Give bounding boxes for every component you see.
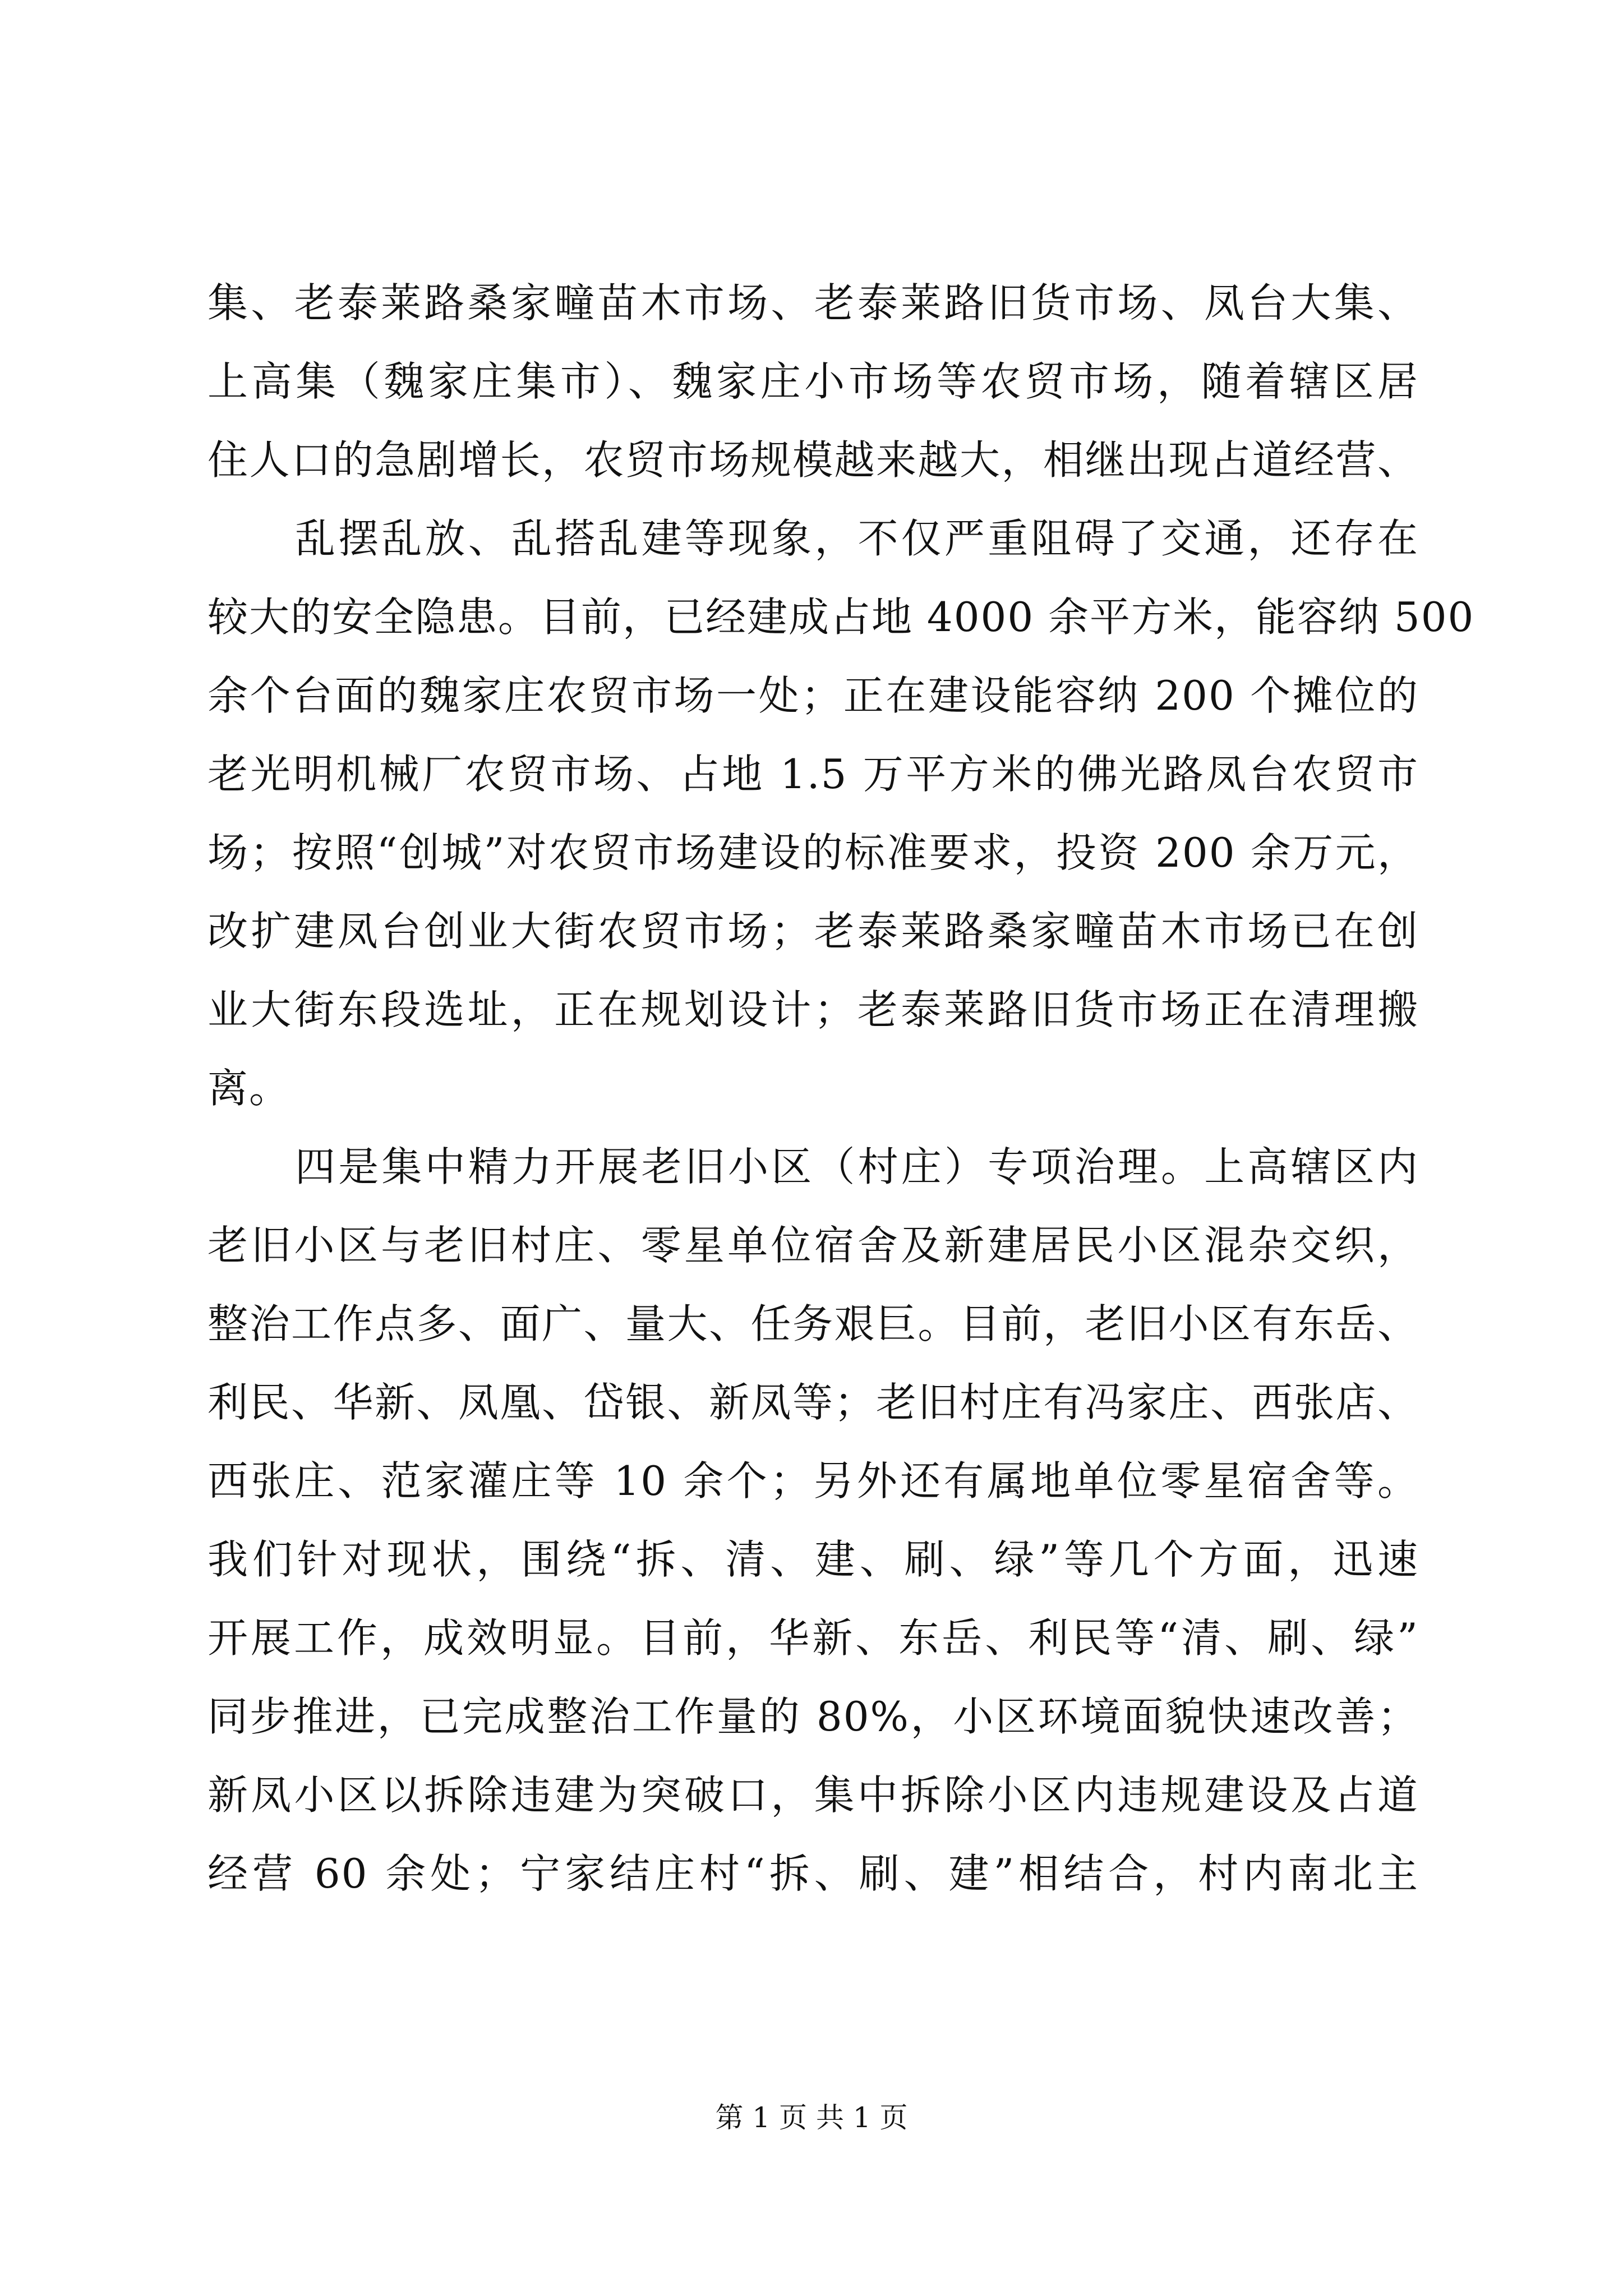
text-line: 利民、华新、凤凰、岱银、新凤等；老旧村庄有冯家庄、西张店、 [208, 1379, 1419, 1426]
text-line: 上高集（魏家庄集市）、魏家庄小市场等农贸市场，随着辖区居 [208, 358, 1419, 405]
text-line: 业大街东段选址，正在规划设计；老泰莱路旧货市场正在清理搬 [208, 986, 1419, 1033]
text-line: 经营 60 余处；宁家结庄村“拆、刷、建”相结合，村内南北主 [208, 1850, 1419, 1897]
text-line: 新凤小区以拆除违建为突破口，集中拆除小区内违规建设及占道 [208, 1772, 1419, 1819]
text-line: 整治工作点多、面广、量大、任务艰巨。目前，老旧小区有东岳、 [208, 1300, 1419, 1347]
text-line: 西张庄、范家灌庄等 10 余个；另外还有属地单位零星宿舍等。 [208, 1457, 1419, 1504]
text-line: 离。 [208, 1065, 291, 1112]
text-line: 场；按照“创城”对农贸市场建设的标准要求，投资 200 余万元， [208, 829, 1419, 876]
text-line: 改扩建凤台创业大街农贸市场；老泰莱路桑家疃苗木市场已在创 [208, 908, 1419, 955]
text-line: 较大的安全隐患。目前，已经建成占地 4000 余平方米，能容纳 500 [208, 593, 1475, 641]
text-line: 我们针对现状，围绕“拆、清、建、刷、绿”等几个方面，迅速 [208, 1536, 1419, 1583]
text-line: 乱摆乱放、乱搭乱建等现象，不仅严重阻碍了交通，还存在 [295, 515, 1419, 562]
text-line: 余个台面的魏家庄农贸市场一处；正在建设能容纳 200 个摊位的 [208, 672, 1419, 719]
text-line: 老旧小区与老旧村庄、零星单位宿舍及新建居民小区混杂交织， [208, 1222, 1419, 1269]
text-line: 住人口的急剧增长，农贸市场规模越来越大，相继出现占道经营、 [208, 436, 1419, 484]
page-footer: 第 1 页 共 1 页 [715, 2101, 908, 2134]
text-line: 同步推进，已完成整治工作量的 80%，小区环境面貌快速改善； [208, 1693, 1419, 1740]
document-body [208, 264, 1475, 1913]
text-line: 老光明机械厂农贸市场、占地 1.5 万平方米的佛光路凤台农贸市 [208, 751, 1419, 798]
text-line: 集、老泰莱路桑家疃苗木市场、老泰莱路旧货市场、凤台大集、 [208, 279, 1419, 326]
text-line: 四是集中精力开展老旧小区（村庄）专项治理。上高辖区内 [295, 1143, 1419, 1190]
text-line: 开展工作，成效明显。目前，华新、东岳、利民等“清、刷、绿” [208, 1614, 1419, 1662]
